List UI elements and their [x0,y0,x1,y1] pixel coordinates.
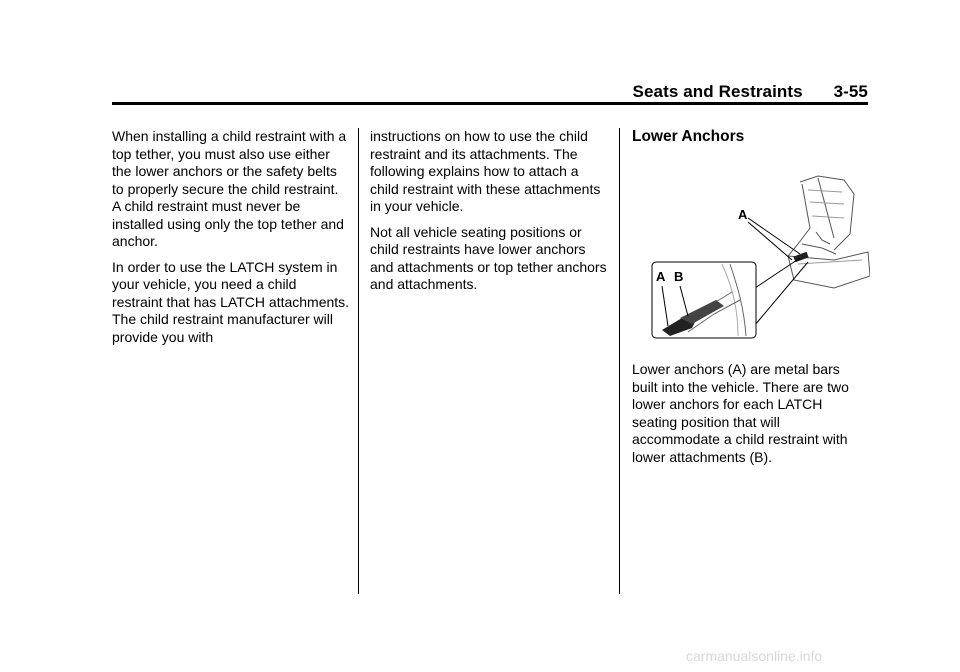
figure-label-b-inset: B [674,269,684,284]
page-number: 3-55 [833,82,868,101]
paragraph: When installing a child restraint with a top tether, you must also use either the lower anchors or the safety belts to properly secure the child restraint. A child restraint must never be installed using only the top tether and anchor. [112,128,347,249]
column-1 [112,128,350,354]
column-3 [632,361,868,474]
lower-anchors-illustration [622,168,870,342]
section-heading: Lower Anchors [632,128,745,145]
paragraph: instructions on how to use the child restraint and its attachments. The following explains how to attach a child restraint with these attachments in your vehicle. [370,128,601,214]
paragraph: Lower anchors (A) are metal bars built into the vehicle. There are two lower anchors for each LATCH seating position that will accommodate a child restraint with lower attachments (B). [632,361,849,465]
column-divider [358,128,359,594]
column-divider [619,128,620,594]
watermark: carmanualsonline.info [686,648,823,664]
page-header [112,82,868,102]
section-title: Seats and Restraints [632,82,803,101]
paragraph: In order to use the LATCH system in your vehicle, you need a child restraint that has LATCH attachments. The child restraint manufacturer will provide you with [112,258,350,345]
column-2 [370,128,610,302]
figure-label-a-inset: A [656,269,666,284]
header-rule [112,102,868,105]
paragraph: Not all vehicle seating positions or child restraints have lower anchors and attachments or top tether anchors and attachments. [370,223,607,292]
figure-label-a: A [738,207,748,222]
